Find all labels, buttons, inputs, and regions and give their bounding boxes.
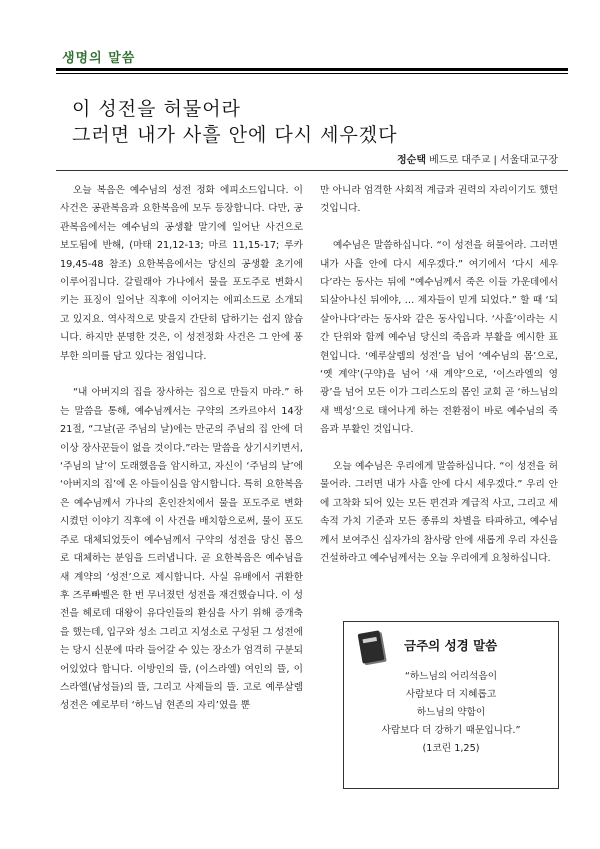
left-column: [60, 182, 303, 734]
author-name: 정순택: [397, 155, 426, 166]
verse-heading: 금주의 성경 말씀: [404, 638, 498, 653]
verse-line: 사람보다 더 지혜롭고: [405, 689, 497, 700]
verse-line: 사람보다 더 강하기 때문입니다.”: [381, 725, 521, 736]
paragraph: 오늘 복음은 예수님의 성전 정화 에피소드입니다. 이 사건은 공관복음과 요한복음에 모두 등장합니다. 다만, 공관복음에서는 예수님의 공생활 말기에 일어난 사건으로 보도됨에 반해, (마태 21,12-13; 마르 11,15-17; 루카 19,45-48 참조) 요한복음에서는 당신의 공생활 초기에 이루어집니다. 갈릴래아 가나에서 물을 포도주로 변화시키는 표징이 일어난 직후에 이어지는 에피소드로 소개되고 있지요. 역사적으로 맞을지 간단히 답하기는 쉽지 않습니다. 하지만 분명한 것은, 이 성전정화 사건은 그 안에 풍부한 의미를 담고 있다는 점입니다.: [60, 185, 303, 362]
paragraph: “내 아버지의 집을 장사하는 집으로 만들지 마라.” 하는 말씀을 통해, 예수님께서는 구약의 즈카르야서 14장 21절, “그날(곧 주님의 날)에는 만군의 주님의 집 안에 더 이상 장사꾼들이 없을 것이다.”라는 말씀을 상기시키면서, ‘주님의 날’이 도래했음을 암시하고, 자신이 ‘주님의 날’에 ‘아버지의 집’에 온 아들이심을 암시합니다. 특히 요한복음은 예수님께서 가나의 혼인잔치에서 물을 포도주로 변화시켰던 이야기 직후에 이 사건을 배치함으로써, 물이 포도주로 대체되었듯이 예수님께서 구약의 성전을 당신 몸으로 대체하는 분임을 드러냅니다. 곧 요한복음은 예수님을 새 계약의 ‘성전’으로 제시합니다. 사실 유배에서 귀환한 후 즈루빠벨은 한 번 무너졌던 성전을 재건했습니다. 이 성전을 헤로데 대왕이 유다인들의 환심을 사기 위해 증개축을 했는데, 입구와 성소 그리고 지성소로 구성된 그 성전에는 당시 신분에 따라 들어갈 수 있는 장소가 엄격히 구분되어있었다 합니다. 이방인의 뜰, (이스라엘) 여인의 뜰, 이스라엘(남성들)의 뜰, 그리고 사제들의 뜰. 고로 예루살렘 성전은 예로부터 ‘하느님 현존의 자리’였을 뿐: [60, 387, 303, 712]
byline: [397, 151, 558, 166]
author-title: 베드로 대주교 | 서울대교구장: [425, 155, 558, 166]
paragraph: 오늘 예수님은 우리에게 말씀하십니다. “이 성전을 허물어라. 그러면 내가 사흘 안에 다시 세우겠다.” 우리 안에 고착화 되어 있는 모든 편견과 계급적 사고, 그리고 세속적 가치 기준과 모든 종류의 차별을 타파하고, 예수님께서 보여주신 십자가의 참사랑 안에 새롭게 우리 자신을 건설하라고 예수님께서는 오늘 우리에게 요청하십니다.: [320, 461, 558, 565]
verse-line: “하느님의 어리석음이: [404, 671, 498, 682]
verse-reference: (1코린 1,25): [422, 743, 480, 754]
weekly-verse-box: [343, 621, 559, 789]
verse-text: [344, 668, 558, 758]
title-line-1: 이 성전을 허물어라: [72, 98, 241, 120]
section-divider: [56, 68, 568, 71]
section-divider-thin: [56, 73, 568, 74]
section-tag: 생명의 말씀: [62, 51, 136, 66]
right-column: [320, 182, 558, 587]
bible-book-icon: [358, 630, 385, 663]
byline-divider: [56, 170, 568, 171]
verse-line: 하느님의 약함이: [416, 707, 486, 718]
paragraph: 예수님은 말씀하십니다. “이 성전을 허물어라. 그러면 내가 사흘 안에 다시 세우겠다.” 여기에서 ‘다시 세우다’라는 동사는 뒤에 “예수님께서 죽은 이들 가운데에서 되살아나신 뒤에야, … 제자들이 믿게 되었다.” 할 때 ‘되살아나다’라는 동사와 같은 동사입니다. ‘사흘’이라는 시간 단위와 함께 예수님 당신의 죽음과 부활을 예시한 표현입니다. ‘예루살렘의 성전’을 넘어 ‘예수님의 몸’으로, ‘옛 계약’(구약)을 넘어 ‘새 계약’으로, ‘이스라엘의 영광’을 넘어 모든 이가 그리스도의 몸인 교회 곧 ‘하느님의 새 백성’으로 태어나게 하는 전환점이 바로 예수님의 죽음과 부활인 것입니다.: [320, 240, 558, 436]
article-title: [72, 96, 398, 148]
paragraph: 만 아니라 엄격한 사회적 계급과 권력의 자리이기도 했던 것입니다.: [320, 185, 558, 215]
title-line-2: 그러면 내가 사흘 안에 다시 세우겠다: [72, 124, 398, 146]
